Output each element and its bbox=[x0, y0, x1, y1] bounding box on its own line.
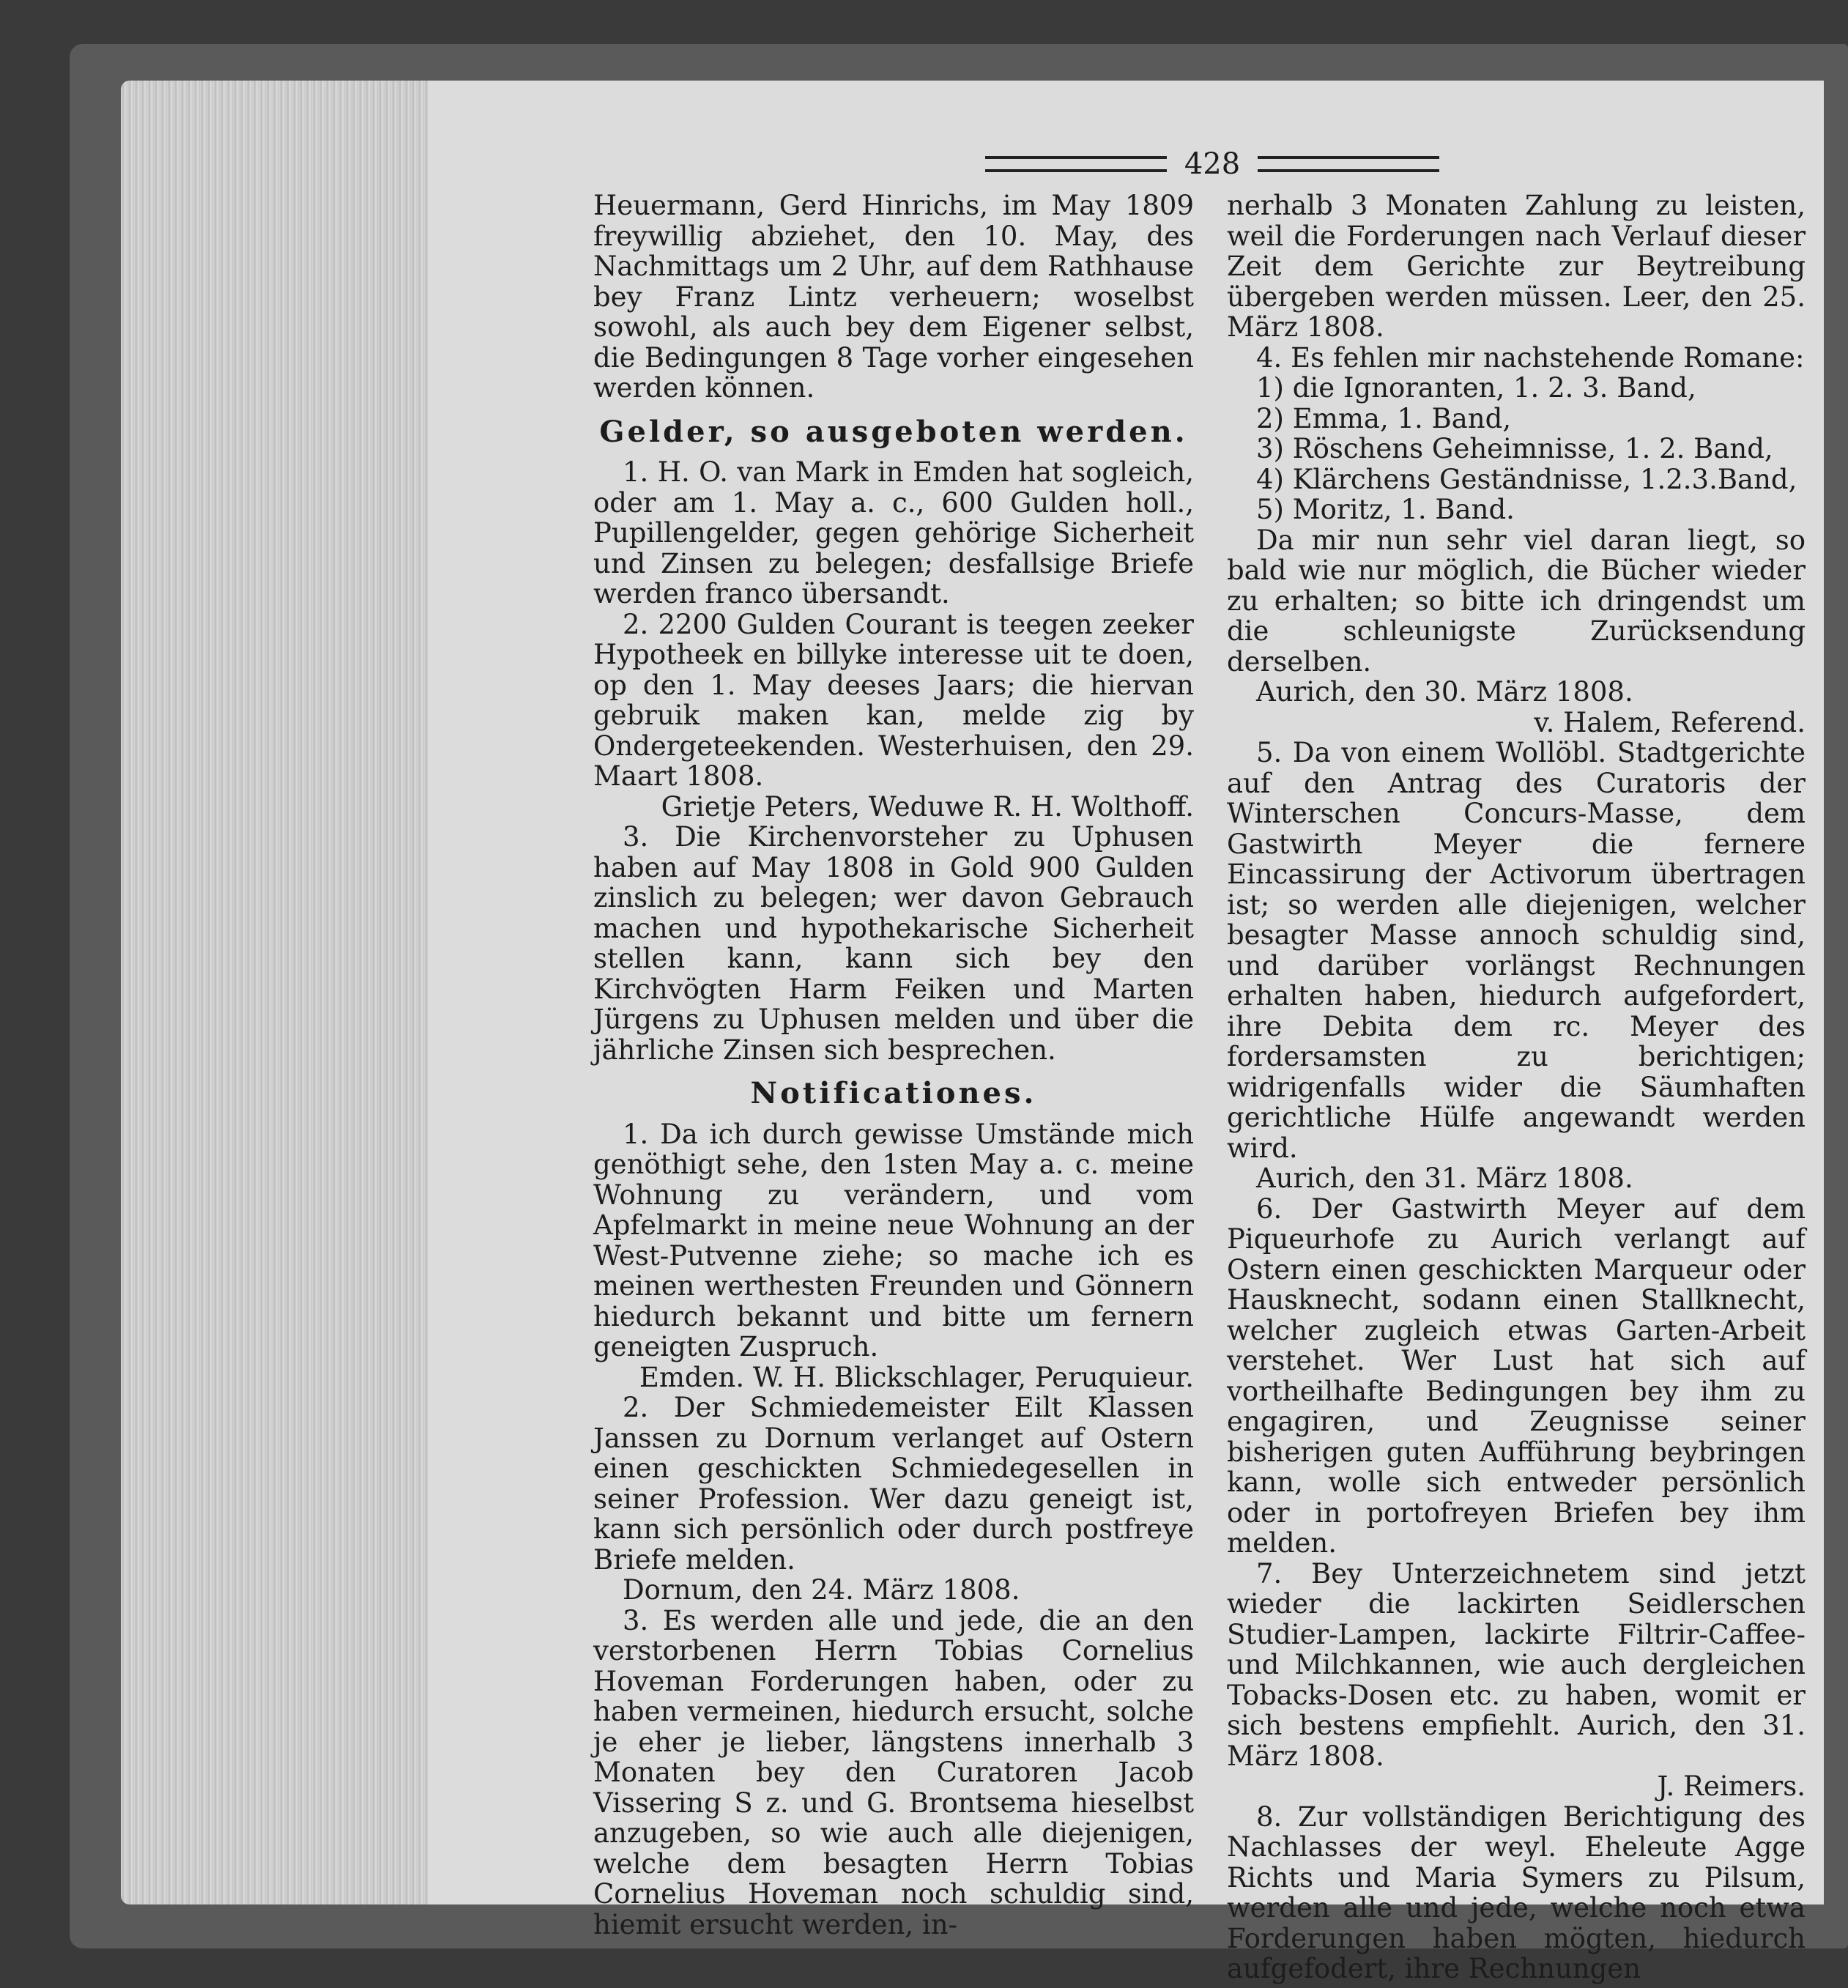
paragraph: 6. Der Gastwirth Meyer auf dem Piqueurhofe zu Aurich verlangt auf Ostern einen geschickten Marqueur oder Hausknecht, sodann einen Stallknecht, welcher zugleich etwas Garten-Arbeit verstehet. Wer Lust hat sich auf vortheilhafte Bedingungen bey ihm zu engagiren, und Zeugnisse seiner bisherigen guten Aufführung beybringen kann, wolle sich entweder persönlich oder in portofreyen Briefen bey ihm melden. bbox=[1227, 1193, 1806, 1559]
paragraph: Dornum, den 24. März 1808. bbox=[623, 1574, 1020, 1606]
paragraph: 2. 2200 Gulden Courant is teegen zeeker Hypotheek en billyke interesse uit te doen, op den 1. May deeses Jaars; die hiervan gebruik maken kan, melde zig by Ondergeteekenden. Westerhuisen, den 29. Maart 1808. bbox=[593, 608, 1194, 792]
list-item: 5) Moritz, 1. Band. bbox=[1256, 494, 1515, 525]
paragraph: nerhalb 3 Monaten Zahlung zu leisten, weil die Forderungen nach Verlauf dieser Zeit dem Gerichte zur Beytreibung übergeben werden müssen. Leer, den 25. März 1808. bbox=[1227, 190, 1806, 343]
paragraph: Aurich, den 31. März 1808. bbox=[1256, 1162, 1633, 1194]
paragraph: 7. Bey Unterzeichnetem sind jetzt wieder die lackirten Seidlerschen Studier-Lampen, lackirte Filtrir-Caffee- und Milchkannen, wie auch dergleichen Tobacks-Dosen etc. zu haben, womit er sich bestens empfiehlt. Aurich, den 31. März 1808. bbox=[1227, 1557, 1806, 1772]
list-item: 3) Röschens Geheimnisse, 1. 2. Band, bbox=[1256, 433, 1773, 464]
section-heading: Notificationes. bbox=[750, 1076, 1037, 1110]
left-column bbox=[593, 190, 1194, 1940]
header-rule-right bbox=[1258, 156, 1439, 172]
paragraph: Da mir nun sehr viel daran liegt, so bald wie nur möglich, die Bücher wieder zu erhalten; so bitte ich dringendst um die schleunigste Zurücksendung derselben. bbox=[1227, 524, 1806, 678]
section-heading: Gelder, so ausgeboten werden. bbox=[599, 414, 1188, 449]
paragraph: 1. Da ich durch gewisse Umstände mich genöthigt sehe, den 1sten May a. c. meine Wohnung zu verändern, und vom Apfelmarkt in meine neue Wohnung an der West-Putvenne ziehe; so mache ich es meinen werthesten Freunden und Gönnern hiedurch bekannt und bitte um fernern geneigten Zuspruch. bbox=[593, 1118, 1194, 1362]
page-number: 428 bbox=[1184, 147, 1241, 181]
signature-line: Emden. W. H. Blickschlager, Peruquieur. bbox=[639, 1361, 1194, 1393]
page-header bbox=[985, 142, 1439, 186]
paragraph: 3. Die Kirchenvorsteher zu Uphusen haben auf May 1808 in Gold 900 Gulden zinslich zu belegen; wer davon Gebrauch machen und hypothekarische Sicherheit stellen kann, kann sich bey den Kirchvögten Harm Feiken und Marten Jürgens zu Uphusen melden und über die jährliche Zinsen sich besprechen. bbox=[593, 821, 1194, 1066]
paragraph: Heuermann, Gerd Hinrichs, im May 1809 freywillig abziehet, den 10. May, des Nachmittags um 2 Uhr, auf dem Rathhause bey Franz Lintz verheuern; woselbst sowohl, als auch bey dem Eigener selbst, die Bedingungen 8 Tage vorher eingesehen werden können. bbox=[593, 190, 1194, 404]
signature-line: v. Halem, Referend. bbox=[1534, 706, 1806, 738]
paragraph: 8. Zur vollständigen Berichtigung des Nachlasses der weyl. Eheleute Agge Richts und Maria Symers zu Pilsum, werden alle und jede, welche noch etwa Forderungen haben mögten, hiedurch aufgefodert, ihre Rechnungen bbox=[1227, 1800, 1806, 1984]
paragraph: 3. Es werden alle und jede, die an den verstorbenen Herrn Tobias Cornelius Hoveman Forderungen haben, oder zu haben vermeinen, hiedurch ersucht, solche je eher je lieber, längstens innerhalb 3 Monaten bey den Curatoren Jacob Vissering S z. und G. Brontsema hieselbst anzugeben, so wie auch alle diejenigen, welche dem besagten Herrn Tobias Cornelius Hoveman noch schuldig sind, hiemit ersucht werden, in- bbox=[593, 1604, 1194, 1940]
list-item: 2) Emma, 1. Band, bbox=[1256, 402, 1512, 434]
signature-line: Grietje Peters, Weduwe R. H. Wolthoff. bbox=[661, 790, 1194, 823]
paragraph: Aurich, den 30. März 1808. bbox=[1256, 676, 1633, 708]
paragraph: 2. Der Schmiedemeister Eilt Klassen Janssen zu Dornum verlanget auf Ostern einen geschickten Schmiedegesellen in seiner Profession. Wer dazu geneigt ist, kann sich persönlich oder durch postfreye Briefe melden. bbox=[593, 1392, 1194, 1576]
paragraph: 4. Es fehlen mir nachstehende Romane: bbox=[1256, 341, 1805, 374]
list-item: 4) Klärchens Geständnisse, 1.2.3.Band, bbox=[1256, 463, 1797, 495]
signature-line: J. Reimers. bbox=[1657, 1770, 1806, 1802]
paragraph: 5. Da von einem Wollöbl. Stadtgerichte auf den Antrag des Curatoris der Winterschen Concurs-Masse, dem Gastwirth Meyer die fernere Eincassirung der Activorum übertragen ist; so werden alle diejenigen, welcher besagter Masse annoch schuldig sind, und darüber vorlängst Rechnungen erhalten haben, hiedurch aufgefordert, ihre Debita dem rc. Meyer des fordersamsten zu berichtigen; widrigenfalls wider die Säumhaften gerichtliche Hülfe angewandt werden wird. bbox=[1227, 737, 1806, 1164]
header-rule-left bbox=[985, 156, 1167, 172]
page-edges bbox=[121, 81, 428, 1904]
list-item: 1) die Ignoranten, 1. 2. 3. Band, bbox=[1256, 372, 1696, 404]
book-page bbox=[428, 81, 1824, 1984]
right-column bbox=[1227, 190, 1806, 1984]
paragraph: 1. H. O. van Mark in Emden hat sogleich, oder am 1. May a. c., 600 Gulden holl., Pupillengelder, gegen gehörige Sicherheit und Zinsen zu belegen; desfallsige Briefe werden franco übersandt. bbox=[593, 456, 1194, 609]
